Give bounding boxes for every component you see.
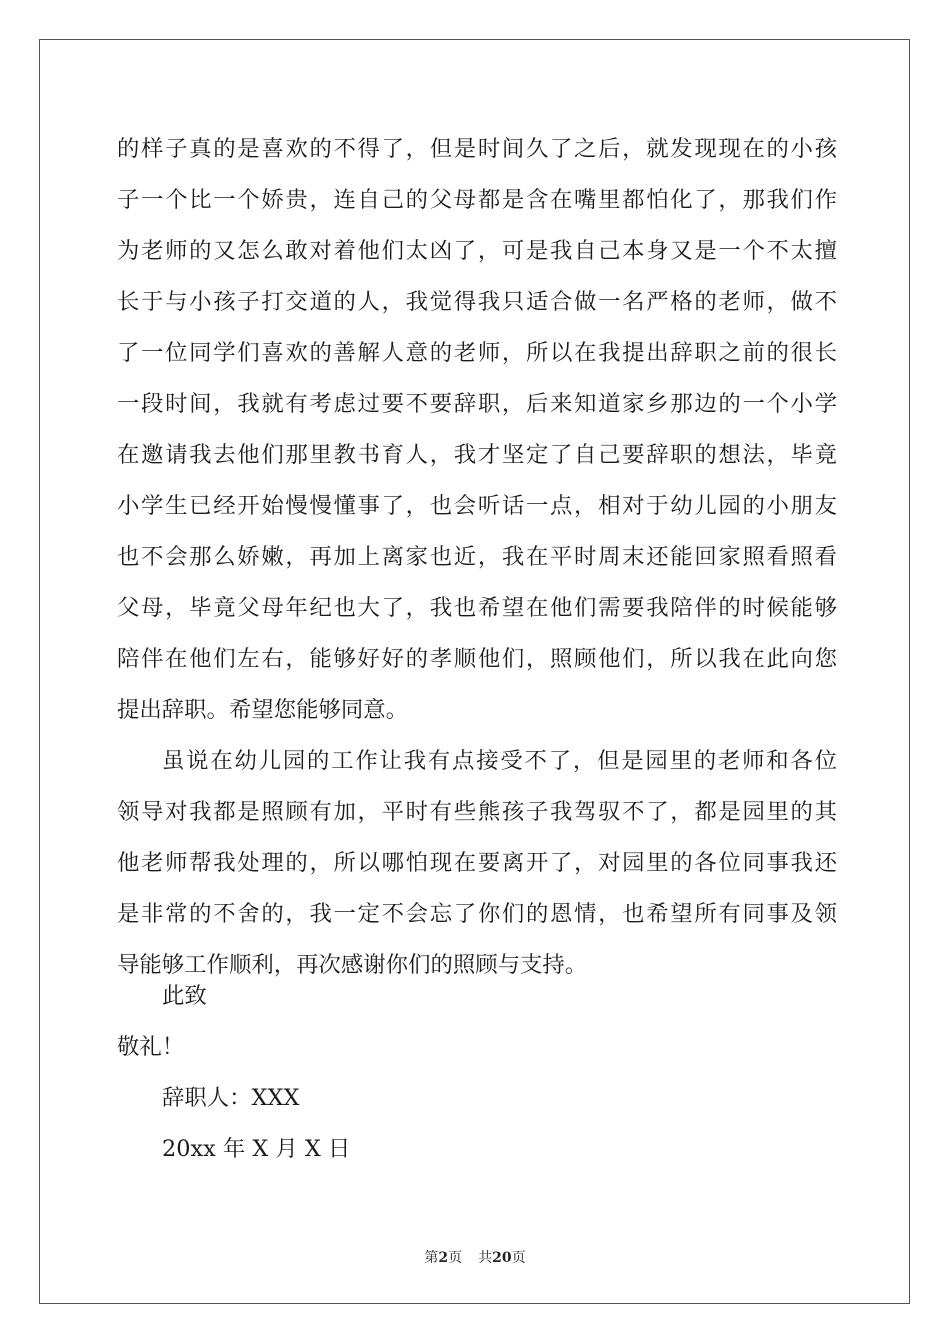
body-line: 领导对我都是照顾有加，平时有些熊孩子我驾驭不了，都是园里的其 — [117, 799, 837, 825]
page-footer — [0, 1247, 950, 1267]
salutation: 此致 — [162, 983, 207, 1009]
body-line: 导能够工作顺利，再次感谢你们的照顾与支持。 — [117, 952, 588, 978]
date: 20xx 年 X 月 X 日 — [162, 1136, 351, 1162]
body-line: 的样子真的是喜欢的不得了，但是时间久了之后，就发现现在的小孩 — [117, 136, 837, 162]
page-current: 2 — [438, 1250, 449, 1266]
body-line: 在邀请我去他们那里教书育人，我才坚定了自己要辞职的想法，毕竟 — [117, 442, 837, 468]
body-line: 陪伴在他们左右，能够好好的孝顺他们，照顾他们，所以我在此向您 — [117, 646, 837, 672]
letter-body — [117, 124, 837, 991]
body-line: 小学生已经开始慢慢懂事了，也会听话一点，相对于幼儿园的小朋友 — [117, 493, 837, 519]
body-line: 长于与小孩子打交道的人，我觉得我只适合做一名严格的老师，做不 — [117, 289, 837, 315]
total-suffix: 页 — [511, 1250, 526, 1266]
body-line: 一段时间，我就有考虑过要不要辞职，后来知道家乡那边的一个小学 — [117, 391, 837, 417]
total-prefix: 共 — [478, 1250, 493, 1266]
regards: 敬礼！ — [117, 1034, 185, 1060]
page-suffix: 页 — [448, 1250, 463, 1266]
body-line: 他老师帮我处理的，所以哪怕现在要离开了，对园里的各位同事我还 — [117, 850, 837, 876]
body-line: 也不会那么娇嫩，再加上离家也近，我在平时周末还能回家照看照看 — [117, 544, 837, 570]
page-prefix: 第 — [424, 1250, 439, 1266]
body-line: 了一位同学们喜欢的善解人意的老师，所以在我提出辞职之前的很长 — [117, 340, 837, 366]
page-total: 20 — [492, 1250, 512, 1266]
body-line: 虽说在幼儿园的工作让我有点接受不了，但是园里的老师和各位 — [162, 748, 837, 774]
body-line: 子一个比一个娇贵，连自己的父母都是含在嘴里都怕化了，那我们作 — [117, 187, 837, 213]
body-line: 提出辞职。希望您能够同意。 — [117, 697, 409, 723]
body-line: 父母，毕竟父母年纪也大了，我也希望在他们需要我陪伴的时候能够 — [117, 595, 837, 621]
body-line: 是非常的不舍的，我一定不会忘了你们的恩情，也希望所有同事及领 — [117, 901, 837, 927]
signer: 辞职人：XXX — [162, 1085, 300, 1111]
body-line: 为老师的又怎么敢对着他们太凶了，可是我自己本身又是一个不太擅 — [117, 238, 837, 264]
